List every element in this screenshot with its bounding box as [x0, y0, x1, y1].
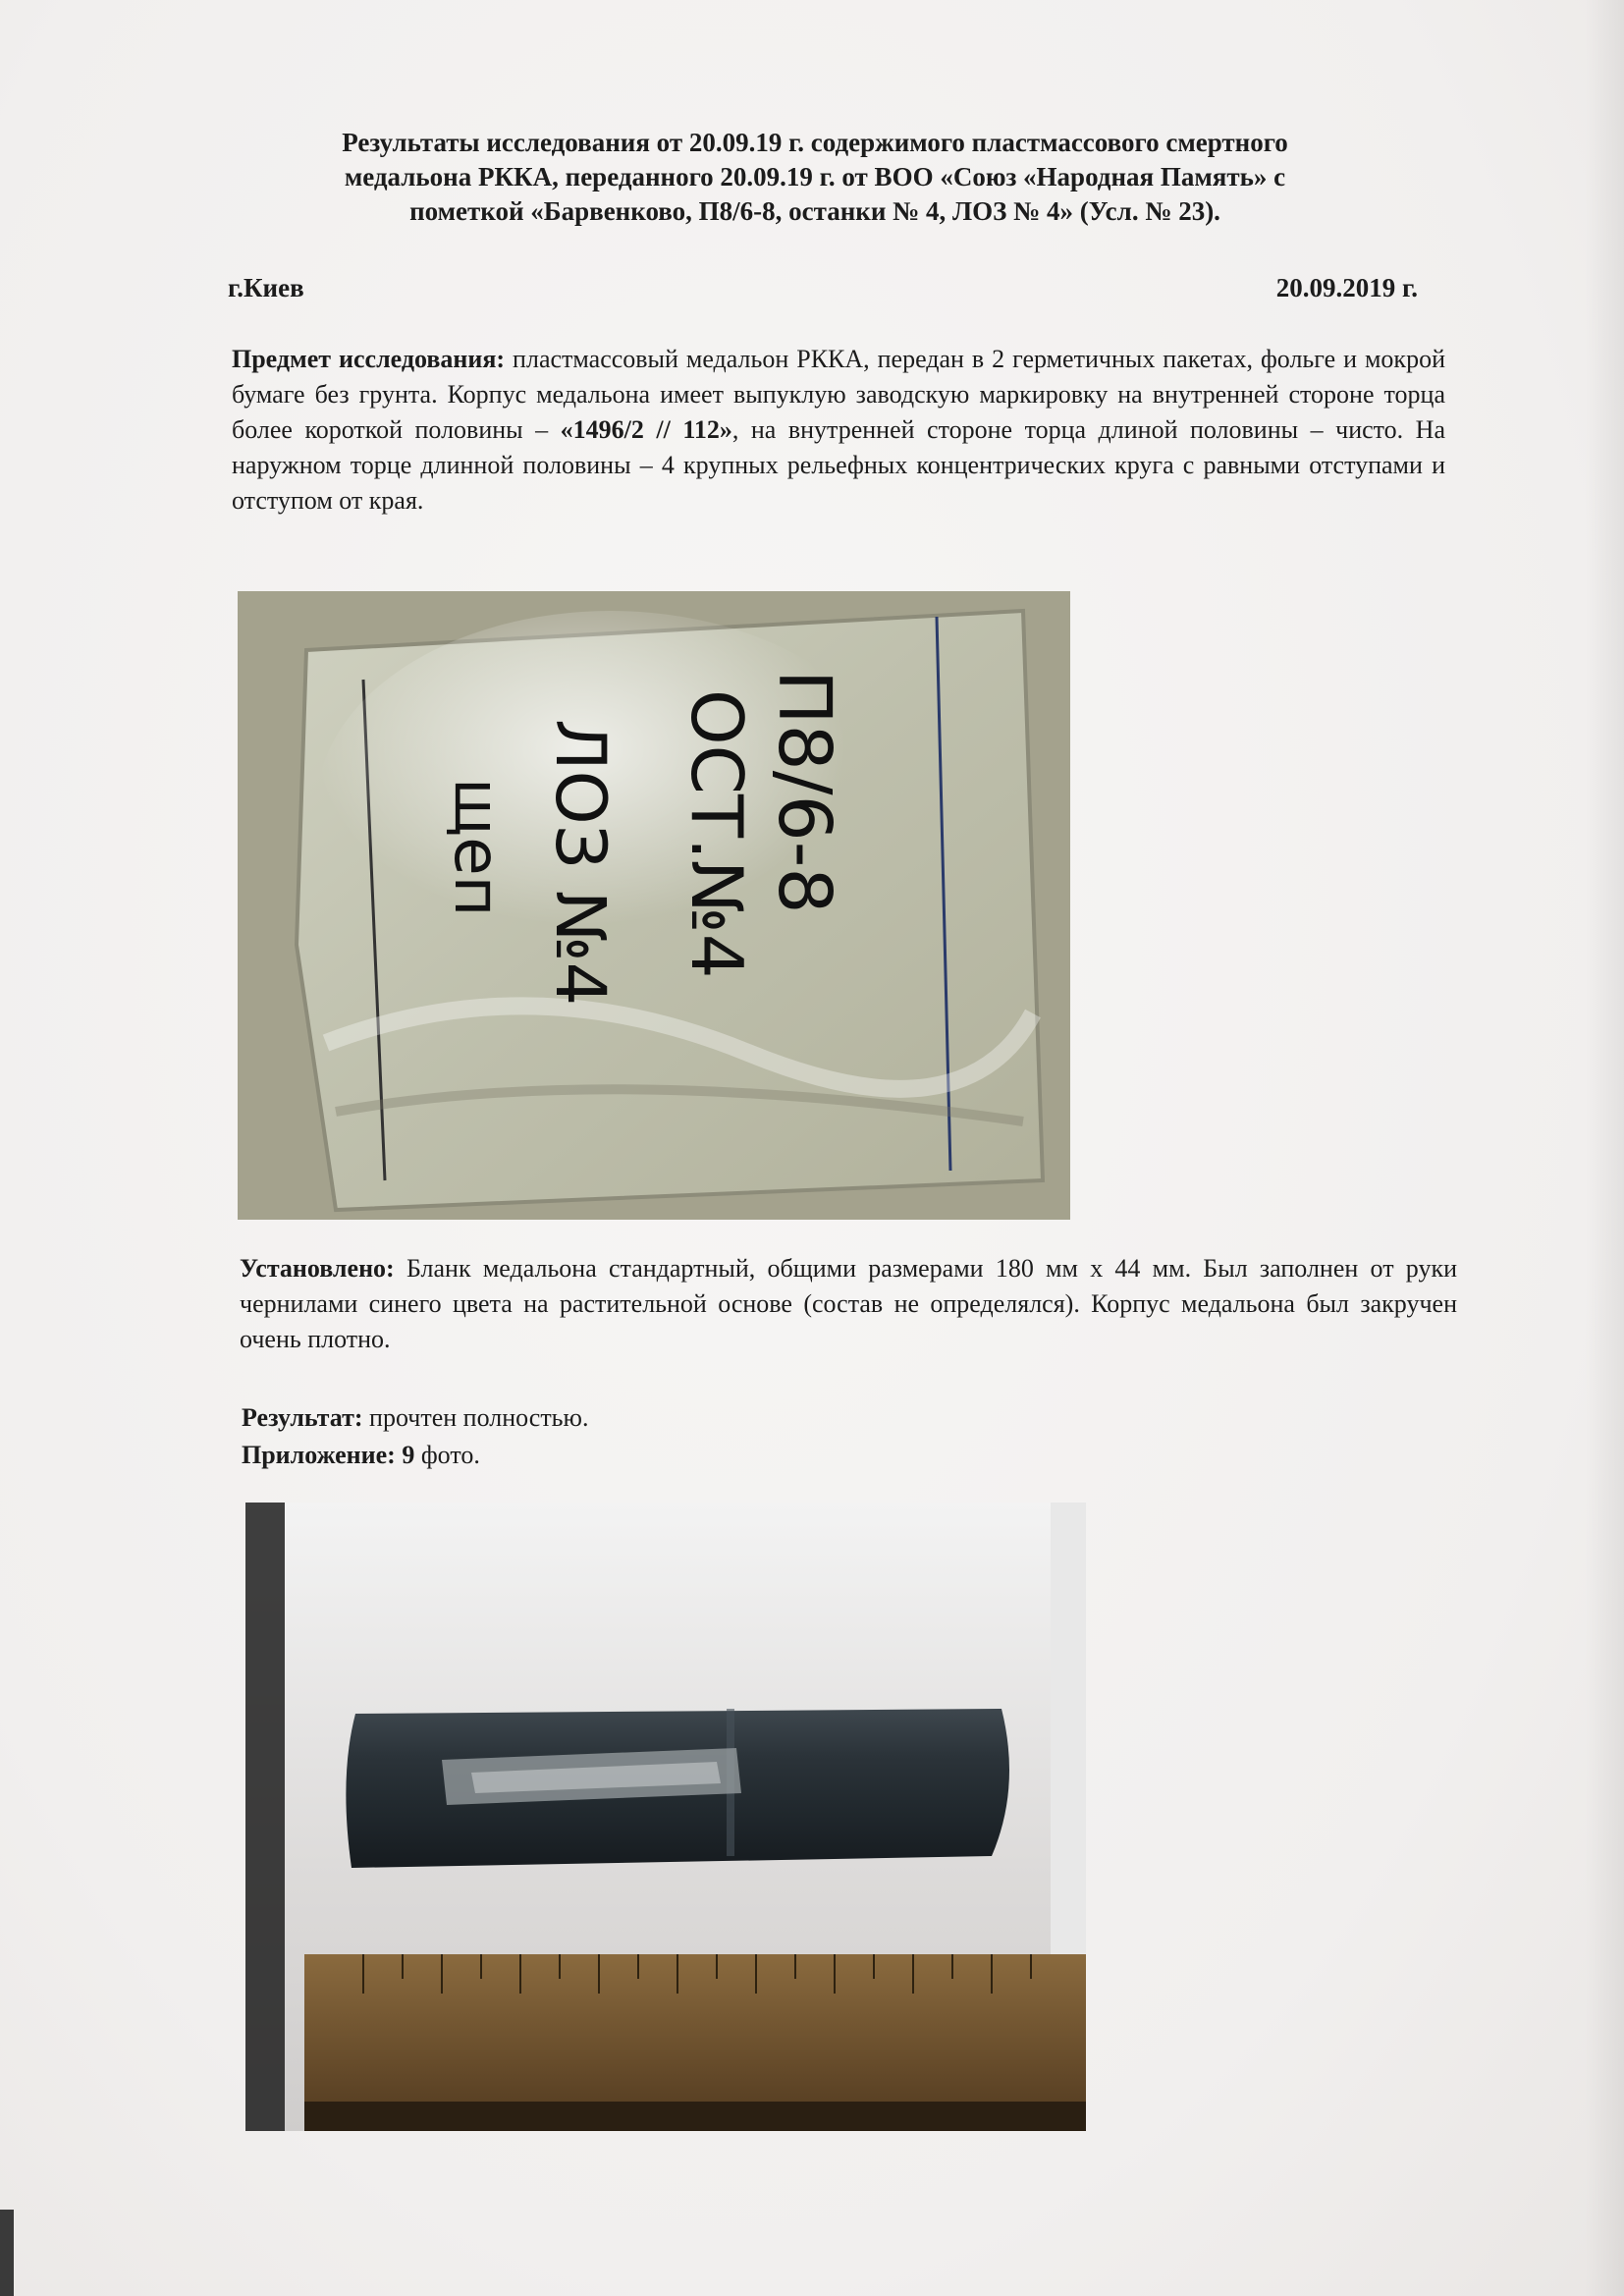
title-line-2: медальона РККА, переданного 20.09.19 г. от ВОО «Союз «Народная Память» с: [344, 162, 1286, 191]
subject-text-2: , на внутренней стороне торца длиной половины – чисто. На наружном торце длинной половины – 4 крупных рельефных концентрических круга с равными отступами и отступом от края.: [232, 415, 1445, 515]
bag-photo-graphic: [238, 591, 1070, 1220]
subject-marking: «1496/2 // 112»: [560, 415, 732, 444]
city-date-row: [228, 273, 1418, 303]
subject-paragraph: [232, 342, 1445, 519]
handwriting-line-4: щеп: [440, 778, 513, 917]
appendix-count: 9: [395, 1441, 415, 1469]
found-label: Установлено:: [240, 1254, 395, 1283]
city: г.Киев: [228, 273, 304, 302]
subject-text-1: пластмассовый медальон РККА, передан в 2 герметичных пакетах, фольге и мокрой бумаге без грунта. Корпус медальона имеет выпуклую заводскую маркировку на внутренней стороне торца более короткой половины –: [232, 345, 1445, 444]
handwriting-line-3: ЛОЗ №4: [540, 719, 621, 1007]
medallion-photo-graphic: [245, 1503, 1086, 2131]
title-line-1: Результаты исследования от 20.09.19 г. содержимого пластмассового смертного: [342, 128, 1288, 157]
title-line-3: пометкой «Барвенково, П8/6-8, останки № 4, ЛОЗ № 4» (Усл. № 23).: [409, 196, 1220, 226]
scan-edge-shadow: [0, 2210, 14, 2296]
found-text: Бланк медальона стандартный, общими размерами 180 мм х 44 мм. Был заполнен от руки чернилами синего цвета на растительной основе (состав не определялся). Корпус медальона был закручен очень плотно.: [240, 1254, 1457, 1353]
photo-medallion: [245, 1503, 1086, 2131]
appendix-label: Приложение:: [242, 1441, 396, 1469]
result-label: Результат:: [242, 1403, 363, 1432]
document-date: 20.09.2019 г.: [1275, 273, 1418, 302]
found-paragraph: [240, 1251, 1457, 1357]
handwriting-line-2: ОСТ.№4: [676, 689, 758, 979]
document-title: [236, 126, 1394, 229]
scan-edge-shading: [1585, 0, 1624, 2296]
handwriting-line-1: П8/6-8: [762, 670, 846, 914]
appendix-text: фото.: [414, 1441, 480, 1469]
subject-label: Предмет исследования:: [232, 345, 506, 373]
result-line: [242, 1400, 1125, 1436]
result-text: прочтен полностью.: [362, 1403, 589, 1432]
appendix-line: [242, 1438, 1125, 1473]
photo-bag: [238, 591, 1070, 1220]
